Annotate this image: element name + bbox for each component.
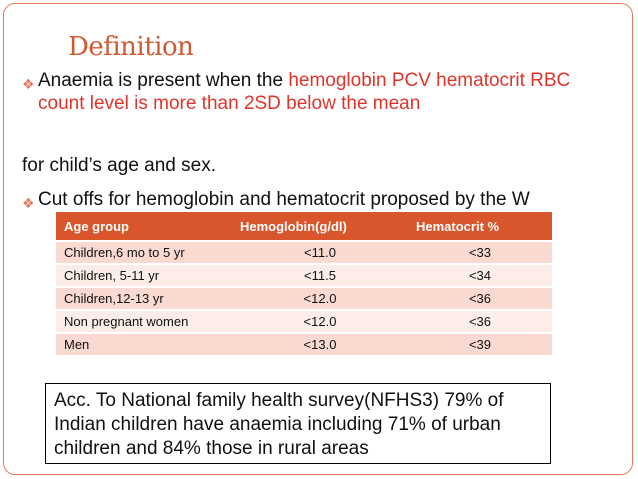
cell-hemoglobin: <12.0 [232, 287, 408, 310]
bullet-definition-prefix: Anaemia is present when the [38, 70, 289, 91]
bullet-definition [22, 69, 612, 115]
table-row [56, 264, 552, 287]
bullet-cutoffs [22, 188, 612, 211]
cell-hemoglobin: <12.0 [232, 310, 408, 333]
cell-age-group: Children,6 mo to 5 yr [56, 241, 232, 264]
header-hematocrit: Hematocrit % [408, 212, 552, 241]
bullet-definition-text [38, 69, 612, 115]
bullet-definition-highlight: hemoglobin PCV hematocrit RBC count level is more than 2SD below the mean [38, 70, 571, 114]
slide-title: Definition [68, 32, 194, 62]
table-row [56, 310, 552, 333]
bullet-icon: ❖ [22, 76, 35, 92]
table-row [56, 287, 552, 310]
cell-age-group: Children,12-13 yr [56, 287, 232, 310]
table-row [56, 333, 552, 355]
bullet-cutoffs-text: Cut offs for hemoglobin and hematocrit proposed by the W [38, 189, 530, 210]
cell-age-group: Children, 5-11 yr [56, 264, 232, 287]
cell-hematocrit: <36 [408, 310, 552, 333]
cell-hematocrit: <36 [408, 287, 552, 310]
cell-hemoglobin: <11.5 [232, 264, 408, 287]
table-header-row [56, 212, 552, 241]
cell-hemoglobin: <11.0 [232, 241, 408, 264]
bullet-icon: ❖ [22, 195, 35, 211]
nfhs-note-box: Acc. To National family health survey(NFHS3) 79% of Indian children have anaemia including 71% of urban children and 84% those in rural areas [45, 383, 551, 464]
definition-continuation: for child’s age and sex. [22, 155, 216, 176]
cell-age-group: Non pregnant women [56, 310, 232, 333]
header-hemoglobin: Hemoglobin(g/dl) [232, 212, 408, 241]
header-age-group: Age group [56, 212, 232, 241]
table-row [56, 241, 552, 264]
cell-hematocrit: <39 [408, 333, 552, 355]
cell-hematocrit: <33 [408, 241, 552, 264]
cell-hemoglobin: <13.0 [232, 333, 408, 355]
cell-age-group: Men [56, 333, 232, 355]
cell-hematocrit: <34 [408, 264, 552, 287]
cutoffs-table [56, 212, 552, 355]
